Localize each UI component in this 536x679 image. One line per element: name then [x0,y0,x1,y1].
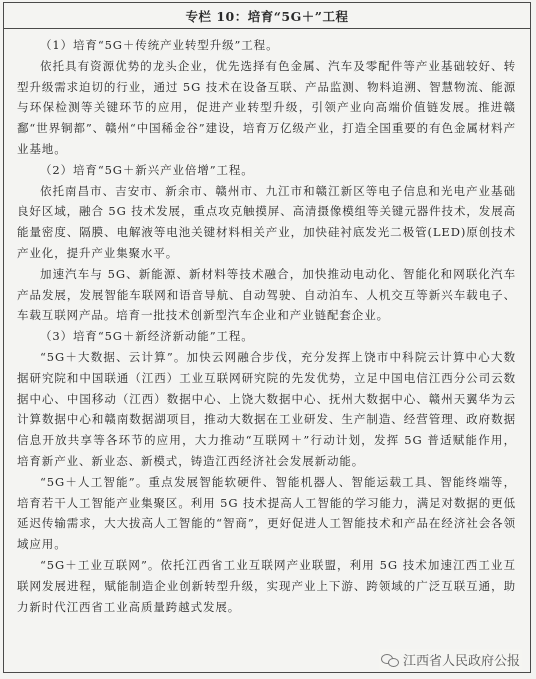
watermark [379,649,522,670]
section-heading-3: （3）培育“5G＋新经济新动能”工程。 [40,329,254,344]
paragraph: “5G＋大数据、云计算”。加快云网融合步伐，充分发挥上饶市中科院云计算中心大数据研究院和中国联通（江西）工业互联网研究院的先发优势，立足中国电信江西分公司云数据中心、中国移动（江西）数据中心、上饶大数据中心、抚州大数据中心、赣州天翼华为云计算数据中心和赣南数据湖项目，推动大数据在工业研发、生产制造、经营管理、政府数据信息开放共享等各环节的应用，大力推动“互联网＋”行动计划，发挥 5G 普适赋能作用，培育新产业、新业态、新模式，铸造江西经济社会发展新动能。 [17,349,516,468]
wechat-icon [381,653,399,667]
column-content [4,29,530,617]
section-heading-2: （2）培育“5G＋新兴产业倍增”工程。 [40,162,254,177]
column-box [3,2,531,673]
paragraph: “5G＋工业互联网”。依托江西省工业互联网产业联盟，利用 5G 技术加速江西工业互联网发展进程，赋能制造企业创新转型升级，实现产业上下游、跨领域的广泛互联互通，助力新时代江西省工业高质量跨越式发展。 [17,557,516,614]
paragraph: 依托具有资源优势的龙头企业，优先选择有色金属、汽车及零配件等产业基础较好、转型升级需求迫切的行业，通过 5G 技术在设备互联、产品监测、物料追溯、智慧物流、能源与环保检测等关键环节的应用，促进产业转型升级，引领产业向高端价值链发展。推进赣鄱“世界铜都”、赣州“中国稀金谷”建设，培育万亿级产业，打造全国重要的有色金属材料产业基地。 [17,58,516,156]
watermark-text: 江西省人民政府公报 [402,654,520,669]
section-heading-1: （1）培育“5G＋传统产业转型升级”工程。 [40,38,279,52]
paragraph: 加速汽车与 5G、新能源、新材料等技术融合，加快推动电动化、智能化和网联化汽车产品发展，发展智能车联网和语音导航、自动驾驶、自动泊车、人机交互等新兴车载电子、车载互联网产品。培育一批技术创新型汽车企业和产业链配套企业。 [17,266,516,323]
paragraph: “5G＋人工智能”。重点发展智能软硬件、智能机器人、智能运载工具、智能终端等，培育若干人工智能产业集聚区。利用 5G 技术提高人工智能的学习能力，满足对数据的更低延迟传输需求，大大拔高人工智能的“智商”，更好促进人工智能技术和产品在经济社会各领域应用。 [17,474,516,552]
paragraph: 依托南昌市、吉安市、新余市、赣州市、九江市和赣江新区等电子信息和光电产业基础良好区域，融合 5G 技术发展，重点攻克触摸屏、高清摄像模组等关键元器件技术，发展高能量密度、隔膜、电解液等电池关键材料相关产业，加快硅衬底发光二极管(LED)原创技术产业化，提升产业集聚水平。 [17,183,516,260]
column-title: 专栏 10：培育“5G＋”工程 [4,3,530,29]
